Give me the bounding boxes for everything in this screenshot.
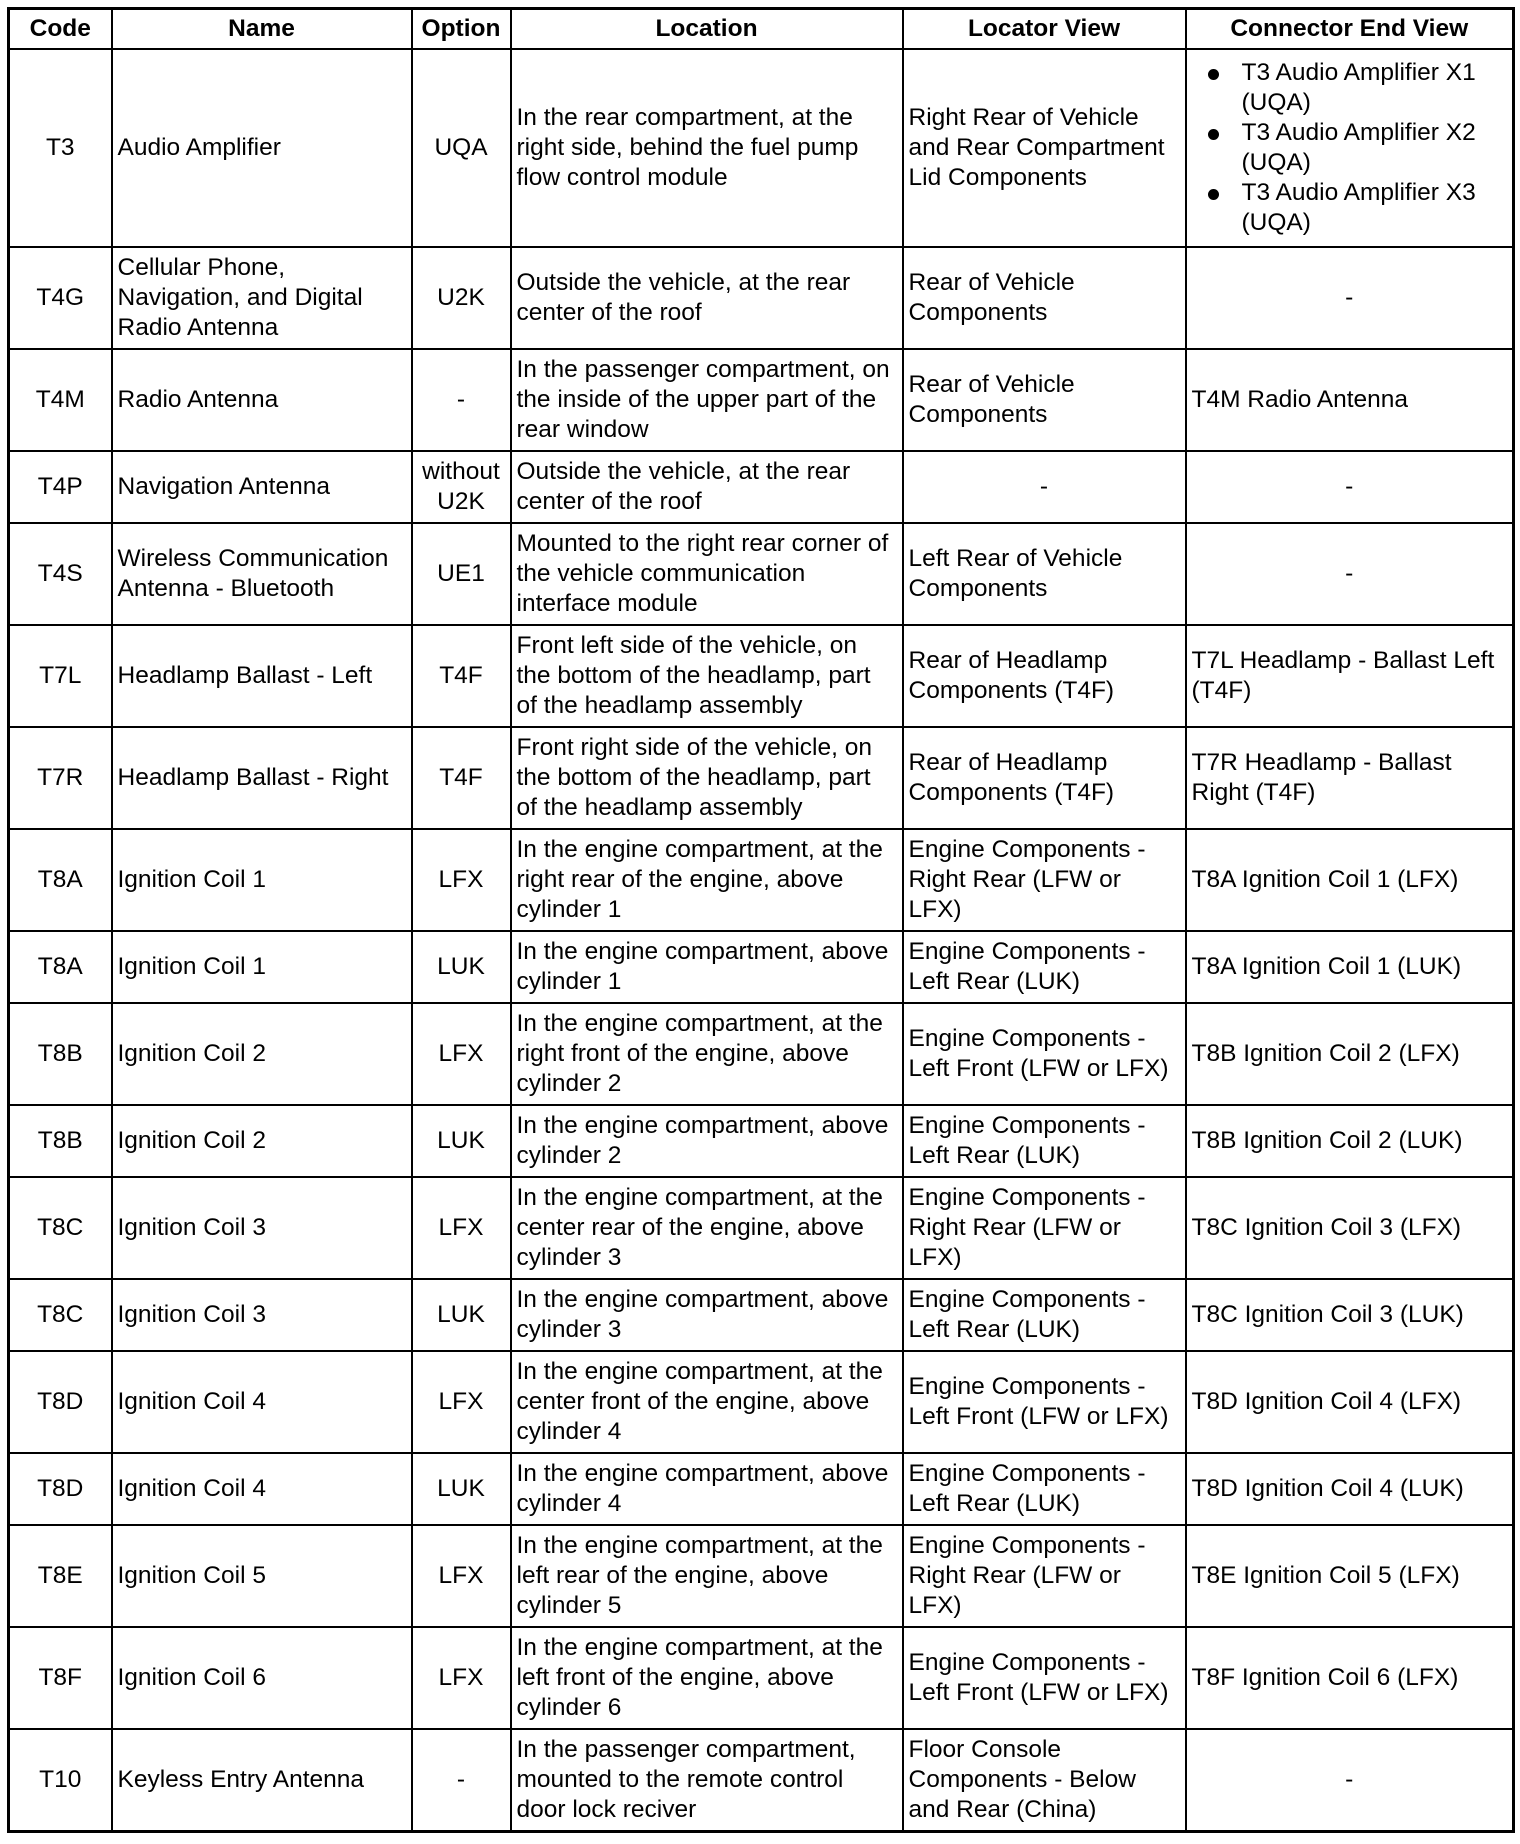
cell-name: Ignition Coil 6	[112, 1627, 412, 1729]
cell-code: T8B	[9, 1105, 112, 1177]
cell-name: Headlamp Ballast - Right	[112, 727, 412, 829]
cell-connector-end-view: T8E Ignition Coil 5 (LFX)	[1186, 1525, 1514, 1627]
cell-location: In the engine compartment, at the center rear of the engine, above cylinder 3	[511, 1177, 903, 1279]
cell-location: In the passenger compartment, mounted to the remote control door lock reciver	[511, 1729, 903, 1831]
cell-name: Navigation Antenna	[112, 451, 412, 523]
cell-connector-end-view: T8A Ignition Coil 1 (LUK)	[1186, 931, 1514, 1003]
table-row	[9, 727, 1514, 829]
table-row	[9, 931, 1514, 1003]
table-row	[9, 1729, 1514, 1831]
cell-locator-view: Rear of Headlamp Components (T4F)	[903, 625, 1186, 727]
cell-name: Ignition Coil 4	[112, 1351, 412, 1453]
header-option: Option	[412, 9, 511, 50]
cell-option: LFX	[412, 1627, 511, 1729]
cell-locator-view: Engine Components - Left Rear (LUK)	[903, 931, 1186, 1003]
cell-locator-view: Engine Components - Left Front (LFW or LFX)	[903, 1351, 1186, 1453]
cell-option: LUK	[412, 1279, 511, 1351]
cell-code: T4G	[9, 247, 112, 349]
header-locator-view: Locator View	[903, 9, 1186, 50]
connector-list-item: T3 Audio Amplifier X1 (UQA)	[1242, 58, 1508, 118]
cell-code: T8D	[9, 1351, 112, 1453]
cell-connector-end-view: T8F Ignition Coil 6 (LFX)	[1186, 1627, 1514, 1729]
component-locator-sheet	[7, 7, 1512, 1833]
cell-connector-end-view: T7R Headlamp - Ballast Right (T4F)	[1186, 727, 1514, 829]
table-row	[9, 1351, 1514, 1453]
cell-code: T3	[9, 49, 112, 247]
cell-location: In the engine compartment, above cylinder 2	[511, 1105, 903, 1177]
cell-name: Ignition Coil 2	[112, 1105, 412, 1177]
cell-location: In the engine compartment, above cylinder 1	[511, 931, 903, 1003]
cell-locator-view: Engine Components - Left Front (LFW or LFX)	[903, 1003, 1186, 1105]
cell-locator-view: Engine Components - Right Rear (LFW or LFX)	[903, 829, 1186, 931]
cell-option: LUK	[412, 1453, 511, 1525]
table-row	[9, 625, 1514, 727]
cell-option: LFX	[412, 1525, 511, 1627]
cell-connector-end-view: T8D Ignition Coil 4 (LFX)	[1186, 1351, 1514, 1453]
cell-location: In the engine compartment, above cylinder 4	[511, 1453, 903, 1525]
cell-code: T8B	[9, 1003, 112, 1105]
cell-locator-view: Engine Components - Right Rear (LFW or LFX)	[903, 1177, 1186, 1279]
cell-code: T8C	[9, 1279, 112, 1351]
cell-location: In the engine compartment, at the center front of the engine, above cylinder 4	[511, 1351, 903, 1453]
cell-locator-view: Rear of Vehicle Components	[903, 247, 1186, 349]
cell-locator-view: Rear of Headlamp Components (T4F)	[903, 727, 1186, 829]
cell-locator-view: Engine Components - Left Front (LFW or LFX)	[903, 1627, 1186, 1729]
cell-option: UQA	[412, 49, 511, 247]
table-row	[9, 1003, 1514, 1105]
table-row	[9, 1627, 1514, 1729]
cell-option: LUK	[412, 1105, 511, 1177]
component-locator-table	[7, 7, 1515, 1833]
header-location: Location	[511, 9, 903, 50]
cell-locator-view: Left Rear of Vehicle Components	[903, 523, 1186, 625]
cell-name: Ignition Coil 1	[112, 829, 412, 931]
cell-option: UE1	[412, 523, 511, 625]
cell-code: T7L	[9, 625, 112, 727]
cell-name: Ignition Coil 2	[112, 1003, 412, 1105]
cell-name: Ignition Coil 3	[112, 1177, 412, 1279]
cell-option: -	[412, 1729, 511, 1831]
cell-option: LFX	[412, 1177, 511, 1279]
cell-connector-end-view: -	[1186, 451, 1514, 523]
connector-list-item: T3 Audio Amplifier X2 (UQA)	[1242, 118, 1508, 178]
cell-option: LFX	[412, 829, 511, 931]
cell-connector-end-view: T8C Ignition Coil 3 (LFX)	[1186, 1177, 1514, 1279]
table-header	[9, 9, 1514, 50]
cell-code: T8E	[9, 1525, 112, 1627]
cell-name: Ignition Coil 3	[112, 1279, 412, 1351]
cell-location: In the engine compartment, at the left front of the engine, above cylinder 6	[511, 1627, 903, 1729]
cell-connector-end-view: T8B Ignition Coil 2 (LUK)	[1186, 1105, 1514, 1177]
cell-location: In the passenger compartment, on the inside of the upper part of the rear window	[511, 349, 903, 451]
cell-location: Mounted to the right rear corner of the vehicle communication interface module	[511, 523, 903, 625]
cell-locator-view: Engine Components - Left Rear (LUK)	[903, 1453, 1186, 1525]
cell-connector-end-view	[1186, 49, 1514, 247]
table-row	[9, 49, 1514, 247]
cell-location: In the engine compartment, above cylinder 3	[511, 1279, 903, 1351]
cell-location: Front right side of the vehicle, on the bottom of the headlamp, part of the headlamp assembly	[511, 727, 903, 829]
table-row	[9, 1453, 1514, 1525]
header-row	[9, 9, 1514, 50]
cell-locator-view: Rear of Vehicle Components	[903, 349, 1186, 451]
table-row	[9, 1279, 1514, 1351]
cell-location: Outside the vehicle, at the rear center of the roof	[511, 247, 903, 349]
cell-code: T8A	[9, 829, 112, 931]
cell-connector-end-view: -	[1186, 523, 1514, 625]
cell-location: In the engine compartment, at the left rear of the engine, above cylinder 5	[511, 1525, 903, 1627]
cell-locator-view: -	[903, 451, 1186, 523]
cell-name: Cellular Phone, Navigation, and Digital Radio Antenna	[112, 247, 412, 349]
cell-code: T4M	[9, 349, 112, 451]
cell-option: T4F	[412, 727, 511, 829]
cell-option: -	[412, 349, 511, 451]
table-row	[9, 829, 1514, 931]
cell-option: LFX	[412, 1351, 511, 1453]
cell-connector-end-view: T8C Ignition Coil 3 (LUK)	[1186, 1279, 1514, 1351]
header-connector-end-view: Connector End View	[1186, 9, 1514, 50]
cell-code: T7R	[9, 727, 112, 829]
cell-name: Ignition Coil 5	[112, 1525, 412, 1627]
cell-code: T8F	[9, 1627, 112, 1729]
cell-connector-end-view: -	[1186, 1729, 1514, 1831]
cell-name: Wireless Communication Antenna - Bluetooth	[112, 523, 412, 625]
cell-location: In the engine compartment, at the right front of the engine, above cylinder 2	[511, 1003, 903, 1105]
cell-locator-view: Engine Components - Left Rear (LUK)	[903, 1105, 1186, 1177]
cell-locator-view: Right Rear of Vehicle and Rear Compartment Lid Components	[903, 49, 1186, 247]
table-row	[9, 451, 1514, 523]
table-row	[9, 1105, 1514, 1177]
cell-connector-end-view: -	[1186, 247, 1514, 349]
cell-location: In the engine compartment, at the right rear of the engine, above cylinder 1	[511, 829, 903, 931]
cell-location: Front left side of the vehicle, on the bottom of the headlamp, part of the headlamp assembly	[511, 625, 903, 727]
cell-code: T8C	[9, 1177, 112, 1279]
cell-connector-end-view: T8B Ignition Coil 2 (LFX)	[1186, 1003, 1514, 1105]
cell-code: T8A	[9, 931, 112, 1003]
cell-name: Headlamp Ballast - Left	[112, 625, 412, 727]
table-row	[9, 349, 1514, 451]
cell-locator-view: Engine Components - Right Rear (LFW or LFX)	[903, 1525, 1186, 1627]
table-body	[9, 49, 1514, 1831]
cell-location: Outside the vehicle, at the rear center of the roof	[511, 451, 903, 523]
cell-locator-view: Engine Components - Left Rear (LUK)	[903, 1279, 1186, 1351]
cell-connector-end-view: T4M Radio Antenna	[1186, 349, 1514, 451]
cell-name: Ignition Coil 1	[112, 931, 412, 1003]
connector-list	[1192, 58, 1508, 238]
cell-code: T8D	[9, 1453, 112, 1525]
header-code: Code	[9, 9, 112, 50]
cell-connector-end-view: T8D Ignition Coil 4 (LUK)	[1186, 1453, 1514, 1525]
cell-location: In the rear compartment, at the right side, behind the fuel pump flow control module	[511, 49, 903, 247]
cell-option: LFX	[412, 1003, 511, 1105]
cell-locator-view: Floor Console Components - Below and Rear (China)	[903, 1729, 1186, 1831]
header-name: Name	[112, 9, 412, 50]
table-row	[9, 1177, 1514, 1279]
cell-option: T4F	[412, 625, 511, 727]
cell-name: Radio Antenna	[112, 349, 412, 451]
cell-option: without U2K	[412, 451, 511, 523]
cell-name: Ignition Coil 4	[112, 1453, 412, 1525]
cell-name: Keyless Entry Antenna	[112, 1729, 412, 1831]
cell-connector-end-view: T8A Ignition Coil 1 (LFX)	[1186, 829, 1514, 931]
table-row	[9, 247, 1514, 349]
cell-option: U2K	[412, 247, 511, 349]
cell-code: T4P	[9, 451, 112, 523]
table-row	[9, 1525, 1514, 1627]
cell-code: T4S	[9, 523, 112, 625]
cell-option: LUK	[412, 931, 511, 1003]
table-row	[9, 523, 1514, 625]
cell-code: T10	[9, 1729, 112, 1831]
connector-list-item: T3 Audio Amplifier X3 (UQA)	[1242, 178, 1508, 238]
cell-name: Audio Amplifier	[112, 49, 412, 247]
cell-connector-end-view: T7L Headlamp - Ballast Left (T4F)	[1186, 625, 1514, 727]
